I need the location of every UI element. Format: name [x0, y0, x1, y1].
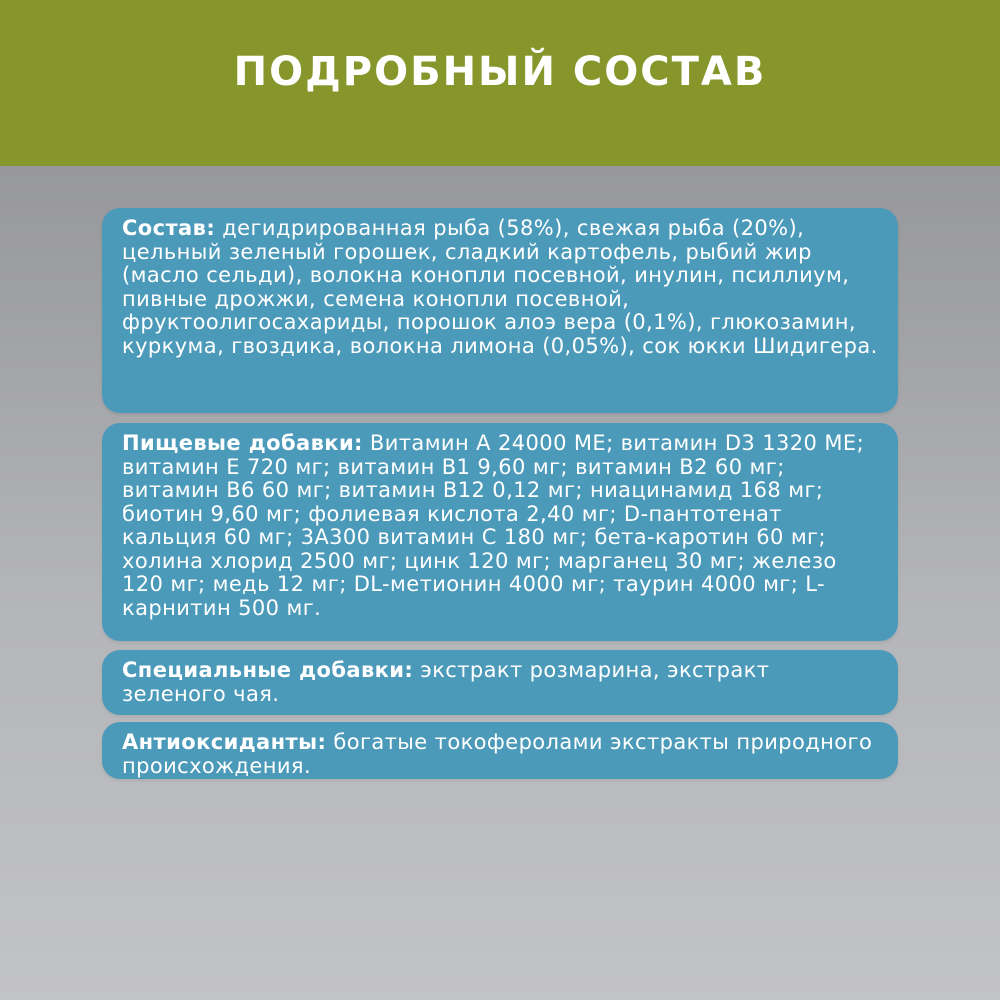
food-additives-text: Витамин A 24000 МЕ; витамин D3 1320 МЕ; витамин E 720 мг; витамин B1 9,60 мг; витамин B2 60 мг; витамин B6 60 мг; витамин B12 0,12 мг; ниацинамид 168 мг; биотин 9,60 мг; фолиевая кислота 2,40 мг; D-пантотенат кальция 60 мг; 3А300 витамин C 180 мг; бета-каротин 60 мг; холина хлорид 2500 мг; цинк 120 мг; марганец 30 мг; железо 120 мг; медь 12 мг; DL-метионин 4000 мг; таурин 4000 мг; L-карнитин 500 мг. [122, 431, 865, 620]
composition-card [102, 208, 898, 413]
food-additives-label: Пищевые добавки: [122, 431, 363, 455]
food-additives-card [102, 423, 898, 641]
composition-label: Состав: [122, 216, 216, 240]
antioxidants-card [102, 722, 898, 779]
special-additives-label: Специальные добавки: [122, 658, 414, 682]
antioxidants-text: богатые токоферолами экстракты природного происхождения. [122, 730, 873, 778]
composition-text: дегидрированная рыба (58%), свежая рыба (20%), цельный зеленый горошек, сладкий картофель, рыбий жир (масло сельди), волокна конопли посевной, инулин, псиллиум, пивные дрожжи, семена конопли посевной, фруктоолигосахариды, порошок алоэ вера (0,1%), глюкозамин, куркума, гвоздика, волокна лимона (0,05%), сок юкки Шидигера. [122, 216, 878, 358]
antioxidants-label: Антиоксиданты: [122, 730, 327, 754]
page-title: ПОДРОБНЫЙ СОСТАВ [233, 49, 767, 95]
special-additives-card [102, 650, 898, 715]
special-additives-text: экстракт розмарина, экстракт зеленого чая. [122, 658, 770, 706]
header-banner [0, 0, 1000, 166]
